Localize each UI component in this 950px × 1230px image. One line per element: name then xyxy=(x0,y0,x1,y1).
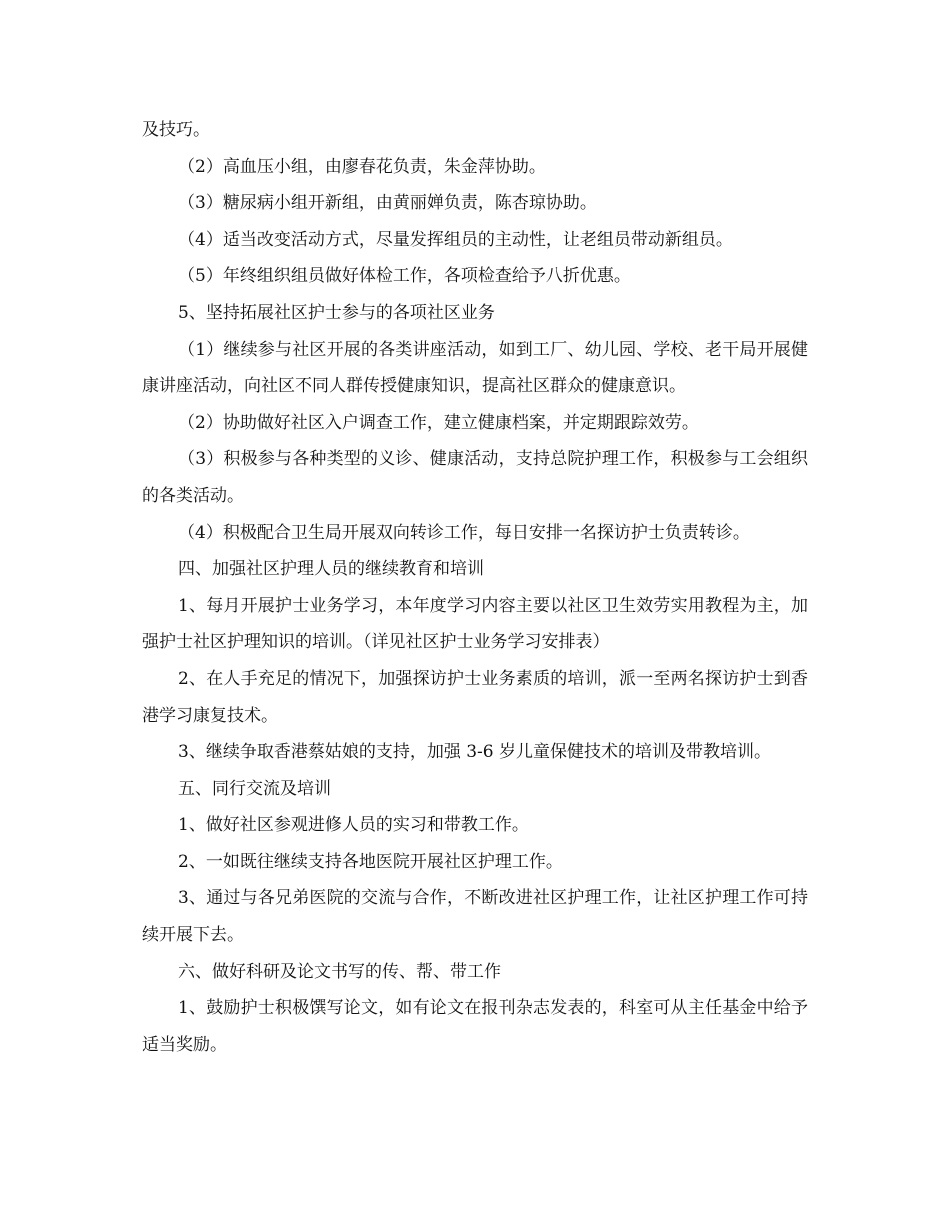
document-body xyxy=(142,112,808,1063)
paragraph: 3、通过与各兄弟医院的交流与合作，不断改进社区护理工作，让社区护理工作可持续开展下去。 xyxy=(142,888,808,946)
section-heading: 五、同行交流及培训 xyxy=(178,778,331,799)
paragraph: （2）协助做好社区入户调查工作，建立健康档案，并定期跟踪效劳。 xyxy=(178,412,699,433)
paragraph: 1、做好社区参观进修人员的实习和带教工作。 xyxy=(178,815,529,836)
section-heading: 四、加强社区护理人员的继续教育和培训 xyxy=(178,559,484,580)
section-heading: 5、坚持拓展社区护士参与的各项社区业务 xyxy=(178,302,495,323)
paragraph: （5）年终组织组员做好体检工作，各项检查给予八折优惠。 xyxy=(178,266,631,287)
paragraph: 及技巧。 xyxy=(142,120,210,140)
paragraph: （3）积极参与各种类型的义诊、健康活动，支持总院护理工作，积极参与工会组织的各类活动。 xyxy=(142,449,808,506)
section-heading: 六、做好科研及论文书写的传、帮、带工作 xyxy=(178,961,501,982)
paragraph: （4）适当改变活动方式，尽量发挥组员的主动性，让老组员带动新组员。 xyxy=(178,229,733,250)
paragraph: （4）积极配合卫生局开展双向转诊工作，每日安排一名探访护士负责转诊。 xyxy=(178,522,750,543)
paragraph: （3）糖尿病小组开新组，由黄丽婵负责，陈杏琼协助。 xyxy=(178,193,597,214)
paragraph: 1、每月开展护士业务学习，本年度学习内容主要以社区卫生效劳实用教程为主，加强护士社区护理知识的培训。（详见社区护士业务学习安排表） xyxy=(142,595,808,653)
paragraph: （1）继续参与社区开展的各类讲座活动，如到工厂、幼儿园、学校、老干局开展健康讲座活动，向社区不同人群传授健康知识，提高社区群众的健康意识。 xyxy=(142,339,808,397)
paragraph: （2）高血压小组，由廖春花负责，朱金萍协助。 xyxy=(178,156,546,177)
paragraph: 3、继续争取香港蔡姑娘的支持，加强 3-6 岁儿童保健技术的培训及带教培训。 xyxy=(178,742,771,763)
paragraph: 2、在人手充足的情况下，加强探访护士业务素质的培训，派一至两名探访护士到香港学习康复技术。 xyxy=(142,668,808,726)
paragraph: 1、鼓励护士积极馔写论文，如有论文在报刊杂志发表的，科室可从主任基金中给予适当奖励。 xyxy=(142,998,808,1055)
paragraph: 2、一如既往继续支持各地医院开展社区护理工作。 xyxy=(178,851,563,872)
